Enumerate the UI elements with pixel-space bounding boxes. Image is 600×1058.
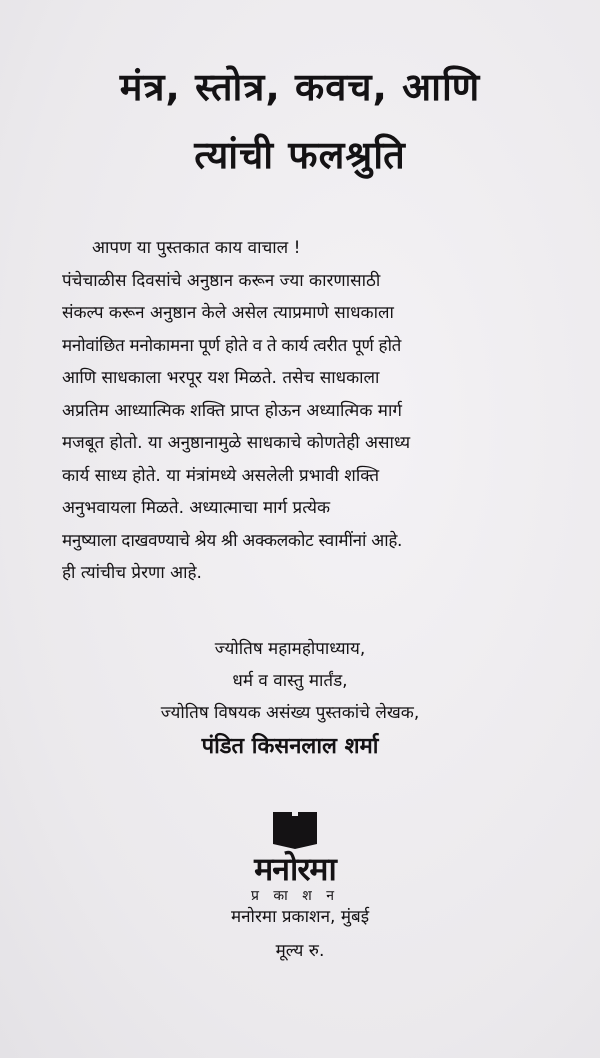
logo-subtitle: प्र का श न	[251, 888, 339, 904]
price-line: मूल्य रु.	[275, 941, 325, 961]
logo-wordmark: मनोरमा	[254, 850, 336, 888]
intro-line: आपण या पुस्तकात काय वाचाल !	[92, 238, 301, 258]
body-line: मनोवांछित मनोकामना पूर्ण होते व ते कार्य त्वरीत पूर्ण होते	[62, 335, 402, 356]
body-line: अनुभवायला मिळते. अध्यात्माचा मार्ग प्रत्येक	[62, 498, 331, 518]
publisher-line: मनोरमा प्रकाशन, मुंबई	[230, 907, 370, 927]
body-line: मजबूत होतो. या अनुष्ठानामुळे साधकाचे कोणतेही असाध्य	[62, 433, 411, 453]
author-title-2: धर्म व वास्तु मार्तंड,	[232, 671, 348, 691]
body-line: कार्य साध्य होते. या मंत्रांमध्ये असलेली प्रभावी शक्ति	[62, 465, 380, 486]
book-icon	[271, 810, 319, 850]
title-line-2: त्यांची फलश्रुति	[194, 133, 406, 177]
body-line: मनुष्याला दाखवण्याचे श्रेय श्री अक्कलकोट स्वामींनां आहे.	[62, 530, 403, 551]
body-line: आणि साधकाला भरपूर यश मिळते. तसेच साधकाला	[62, 368, 380, 388]
author-title-1: ज्योतिष महामहोपाध्याय,	[214, 639, 366, 659]
description-paragraph	[62, 232, 532, 590]
body-line: अप्रतिम आध्यात्मिक शक्ति प्राप्त होऊन अध्यात्मिक मार्ग	[62, 400, 402, 421]
publisher-logo	[240, 810, 350, 905]
author-title-3: ज्योतिष विषयक असंख्य पुस्तकांचे लेखक,	[160, 703, 420, 723]
title-line-1: मंत्र, स्तोत्र, कवच, आणि	[119, 65, 481, 109]
author-name: पंडित किसनलाल शर्मा	[201, 734, 379, 759]
body-line: ही त्यांचीच प्रेरणा आहे.	[62, 563, 202, 583]
body-line: संकल्प करून अनुष्ठान केले असेल त्याप्रमाणे साधकाला	[62, 303, 394, 323]
body-line: पंचेचाळीस दिवसांचे अनुष्ठान करून ज्या कारणासाठी	[62, 270, 381, 291]
